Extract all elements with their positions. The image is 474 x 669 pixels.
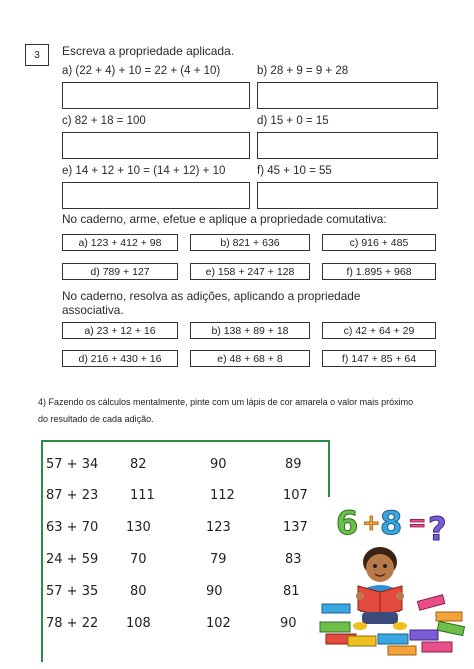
option-row6-3[interactable]: 90 xyxy=(280,616,297,631)
boy-reading-illustration xyxy=(318,500,468,660)
item-e-label: e) 14 + 12 + 10 = (14 + 12) + 10 xyxy=(62,165,226,177)
associativa-d: d) 216 + 430 + 16 xyxy=(62,350,178,367)
exercise-frame-right xyxy=(328,440,330,497)
associativa-instruction-2: associativa. xyxy=(62,303,124,317)
option-row3-3[interactable]: 137 xyxy=(283,520,308,535)
comutativa-instruction: No caderno, arme, efetue e aplique a propriedade comutativa: xyxy=(62,212,387,226)
answer-box-b[interactable] xyxy=(257,82,438,109)
answer-box-c[interactable] xyxy=(62,132,250,159)
sum-row-5: 57 + 35 xyxy=(46,584,99,599)
section3-instruction: Escreva a propriedade aplicada. xyxy=(62,44,235,58)
sum-row-2: 87 + 23 xyxy=(46,488,99,503)
option-row2-2[interactable]: 112 xyxy=(210,488,235,503)
option-row3-1[interactable]: 130 xyxy=(126,520,151,535)
equation-6-plus-8 xyxy=(336,504,447,548)
option-row2-1[interactable]: 111 xyxy=(130,488,155,503)
option-row5-2[interactable]: 90 xyxy=(206,584,223,599)
comutativa-c: c) 916 + 485 xyxy=(322,234,436,251)
comutativa-d: d) 789 + 127 xyxy=(62,263,178,280)
comutativa-e: e) 158 + 247 + 128 xyxy=(190,263,310,280)
associativa-e: e) 48 + 68 + 8 xyxy=(190,350,310,367)
associativa-c: c) 42 + 64 + 29 xyxy=(322,322,436,339)
item-a-label: a) (22 + 4) + 10 = 22 + (4 + 10) xyxy=(62,65,221,77)
option-row3-2[interactable]: 123 xyxy=(206,520,231,535)
associativa-instruction-1: No caderno, resolva as adições, aplicando a propriedade xyxy=(62,289,361,303)
option-row4-2[interactable]: 79 xyxy=(210,552,227,567)
comutativa-b: b) 821 + 636 xyxy=(190,234,310,251)
option-row5-1[interactable]: 80 xyxy=(130,584,147,599)
exercise-frame-left xyxy=(41,440,43,662)
sum-row-3: 63 + 70 xyxy=(46,520,99,535)
sum-row-1: 57 + 34 xyxy=(46,457,99,472)
option-row5-3[interactable]: 81 xyxy=(283,584,300,599)
sum-row-6: 78 + 22 xyxy=(46,616,99,631)
option-row1-3[interactable]: 89 xyxy=(285,457,302,472)
option-row1-1[interactable]: 82 xyxy=(130,457,147,472)
option-row4-1[interactable]: 70 xyxy=(130,552,147,567)
associativa-a: a) 23 + 12 + 16 xyxy=(62,322,178,339)
item-c-label: c) 82 + 18 = 100 xyxy=(62,115,146,127)
item-f-label: f) 45 + 10 = 55 xyxy=(257,165,332,177)
plus-sign: + xyxy=(362,511,381,536)
exercise-frame-top xyxy=(41,440,330,442)
section4-instruction-1: 4) Fazendo os cálculos mentalmente, pinte com um lápis de cor amarela o valor mais próximo xyxy=(38,397,414,407)
option-row4-3[interactable]: 83 xyxy=(285,552,302,567)
digit-eight: 8 xyxy=(380,504,403,542)
option-row6-1[interactable]: 108 xyxy=(126,616,151,631)
answer-box-a[interactable] xyxy=(62,82,250,109)
associativa-b: b) 138 + 89 + 18 xyxy=(190,322,310,339)
digit-six: 6 xyxy=(336,504,359,542)
item-d-label: d) 15 + 0 = 15 xyxy=(257,115,329,127)
option-row6-2[interactable]: 102 xyxy=(206,616,231,631)
equals-sign: = xyxy=(408,511,427,536)
comutativa-f: f) 1.895 + 968 xyxy=(322,263,436,280)
boy-figure xyxy=(353,547,407,630)
question-number-box: 3 xyxy=(25,44,49,66)
question-mark: ? xyxy=(428,510,447,548)
answer-box-f[interactable] xyxy=(257,182,438,209)
item-b-label: b) 28 + 9 = 9 + 28 xyxy=(257,65,349,77)
sum-row-4: 24 + 59 xyxy=(46,552,99,567)
section4-instruction-2: do resultado de cada adição. xyxy=(38,414,154,424)
answer-box-e[interactable] xyxy=(62,182,250,209)
associativa-f: f) 147 + 85 + 64 xyxy=(322,350,436,367)
option-row1-2[interactable]: 90 xyxy=(210,457,227,472)
answer-box-d[interactable] xyxy=(257,132,438,159)
comutativa-a: a) 123 + 412 + 98 xyxy=(62,234,178,251)
option-row2-3[interactable]: 107 xyxy=(283,488,308,503)
